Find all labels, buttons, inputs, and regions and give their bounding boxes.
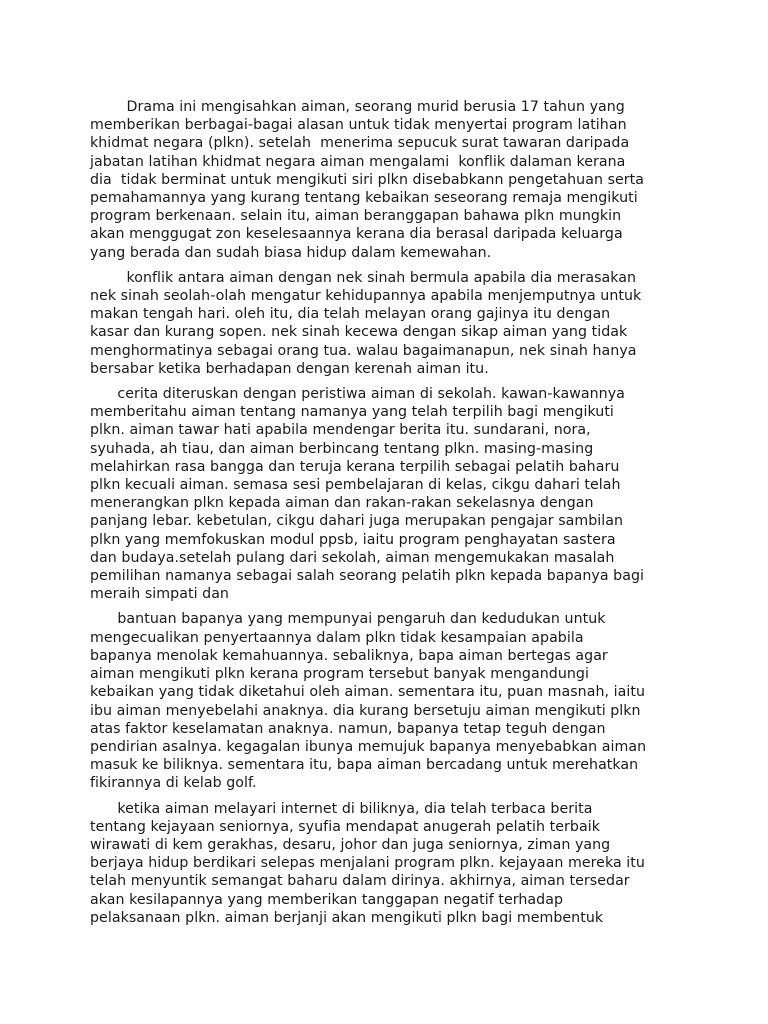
text-line: syuhada, ah tiau, dan aiman berbincang tentang plkn. masing-masing	[90, 440, 594, 457]
text-line: tentang kejayaan seniornya, syufia mendapat anugerah pelatih terbaik	[90, 818, 600, 835]
text-line: plkn yang memfokuskan modul ppsb, iaitu program penghayatan sastera	[90, 531, 616, 548]
text-line: pendirian asalnya. kegagalan ibunya memujuk bapanya menyebabkan aiman	[90, 738, 647, 755]
text-line: fikirannya di kelab golf.	[90, 775, 257, 792]
text-line: berjaya hidup berdikari selepas menjalani program plkn. kejayaan mereka itu	[90, 855, 645, 872]
text-line: pelaksanaan plkn. aiman berjanji akan mengikuti plkn bagi membentuk	[90, 909, 604, 926]
text-line: pemilihan namanya sebagai salah seorang pelatih plkn kepada bapanya bagi	[90, 568, 645, 585]
text-line: yang berada dan sudah biasa hidup dalam kemewahan.	[90, 244, 492, 261]
text-line: pemahamannya yang kurang tentang kebaikan seseorang remaja mengikuti	[90, 190, 638, 207]
text-line: dan budaya.setelah pulang dari sekolah, aiman mengemukakan masalah	[90, 549, 615, 566]
text-line: plkn kecuali aiman. semasa sesi pembelajaran di kelas, cikgu dahari telah	[90, 477, 621, 494]
text-line: khidmat negara (plkn). setelah menerima sepucuk surat tawaran daripada	[90, 135, 630, 152]
text-line: konflik antara aiman dengan nek sinah bermula apabila dia merasakan	[90, 269, 637, 286]
text-line: menghormatinya sebagai orang tua. walau bagaimanapun, nek sinah hanya	[90, 342, 637, 359]
paragraph-4	[90, 610, 690, 792]
text-line: ibu aiman menyebelahi anaknya. dia kurang bersetuju aiman mengikuti plkn	[90, 702, 641, 719]
text-line: aiman mengikuti plkn kerana program tersebut banyak mengandungi	[90, 666, 589, 683]
paragraph-3	[90, 385, 690, 603]
text-line: akan menggugat zon keselesaannya kerana dia berasal daripada keluarga	[90, 226, 623, 243]
text-line: makan tengah hari. oleh itu, dia telah melayan orang gajinya itu dengan	[90, 306, 611, 323]
text-line: akan kesilapannya yang memberikan tanggapan negatif terhadap	[90, 891, 564, 908]
text-line: meraih simpati dan	[90, 586, 229, 603]
text-line: kebaikan yang tidak diketahui oleh aiman. sementara itu, puan masnah, iaitu	[90, 684, 646, 701]
text-line: kasar dan kurang sopen. nek sinah kecewa dengan sikap aiman yang tidak	[90, 324, 628, 341]
text-line: jabatan latihan khidmat negara aiman mengalami konflik dalaman kerana	[90, 153, 626, 170]
text-line: wirawati di kem gerakhas, desaru, johor dan juga seniornya, ziman yang	[90, 836, 611, 853]
text-line: mengecualikan penyertaannya dalam plkn tidak kesampaian apabila	[90, 629, 584, 646]
text-line: panjang lebar. kebetulan, cikgu dahari juga merupakan pengajar sambilan	[90, 513, 624, 530]
text-line: plkn. aiman tawar hati apabila mendengar berita itu. sundarani, nora,	[90, 422, 591, 439]
text-line: telah menyuntik semangat baharu dalam dirinya. akhirnya, aiman tersedar	[90, 873, 630, 890]
text-line: memberitahu aiman tentang namanya yang telah terpilih bagi mengikuti	[90, 404, 614, 421]
paragraph-1	[90, 98, 690, 262]
paragraph-2	[90, 269, 690, 378]
document-page	[90, 98, 690, 934]
text-line: atas faktor keselamatan anaknya. namun, bapanya tetap teguh dengan	[90, 720, 606, 737]
text-line: bersabar ketika berhadapan dengan kerenah aiman itu.	[90, 360, 489, 377]
text-line: melahirkan rasa bangga dan teruja kerana terpilih sebagai pelatih baharu	[90, 458, 620, 475]
text-line: cerita diteruskan dengan peristiwa aiman di sekolah. kawan-kawannya	[90, 386, 625, 403]
text-line: memberikan berbagai-bagai alasan untuk tidak menyertai program latihan	[90, 117, 627, 134]
text-line: bantuan bapanya yang mempunyai pengaruh dan kedudukan untuk	[90, 611, 606, 628]
text-line: dia tidak berminat untuk mengikuti siri plkn disebabkann pengetahuan serta	[90, 171, 645, 188]
text-line: Drama ini mengisahkan aiman, seorang murid berusia 17 tahun yang	[90, 99, 625, 115]
text-line: nek sinah seolah-olah mengatur kehidupannya apabila menjemputnya untuk	[90, 288, 642, 305]
text-line: program berkenaan. selain itu, aiman beranggapan bahawa plkn mungkin	[90, 208, 622, 225]
text-line: menerangkan plkn kepada aiman dan rakan-rakan sekelasnya dengan	[90, 495, 594, 512]
paragraph-5	[90, 800, 690, 927]
text-line: masuk ke biliknya. sementara itu, bapa aiman bercadang untuk merehatkan	[90, 757, 639, 774]
text-line: bapanya menolak kemahuannya. sebaliknya, bapa aiman bertegas agar	[90, 647, 608, 664]
text-line: ketika aiman melayari internet di biliknya, dia telah terbaca berita	[90, 800, 593, 817]
